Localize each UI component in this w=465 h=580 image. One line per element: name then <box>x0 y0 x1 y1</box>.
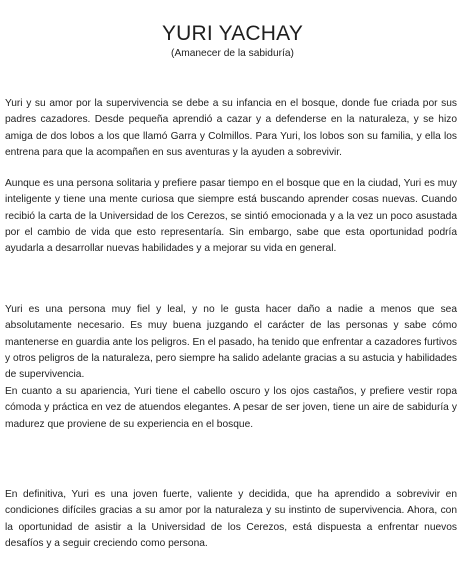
paragraph-lealtad: Yuri es una persona muy fiel y leal, y no le gusta hacer daño a nadie a menos que sea absolutamente necesario. Es muy buena juzgando el carácter de las personas y sabe cómo mantenerse en guardia ante los peligros. En el pasado, ha tenido que enfrentar a cazadores furtivos y otros peligros de la naturaleza, pero siempre ha salido adelante gracias a su astucia y habilidades de supervivencia. <box>5 304 457 381</box>
paragraph-conclusion: En definitiva, Yuri es una joven fuerte, valiente y decidida, que ha aprendido a sobrevivir en condiciones difíciles gracias a su amor por la naturaleza y su instinto de supervivencia. Ahora, con la oportunidad de asistir a la Universidad de los Cerezos, está dispuesta a enfrentar nuevos desafíos y a seguir creciendo como persona. <box>5 489 457 549</box>
paragraph-personalidad: Aunque es una persona solitaria y prefiere pasar tiempo en el bosque que en la ciudad, Yuri es muy inteligente y tiene una mente curiosa que siempre está buscando aprender cosas nuevas. Cuando recibió la carta de la Universidad de los Cerezos, se sintió emocionada y a la vez un poco asustada por el cambio de vida que esto representaría. Sin embargo, sabe que esta oportunidad podría ayudarla a desarrollar nuevas habilidades y a mejorar su vida en general. <box>5 178 457 255</box>
document-title: YURI YACHAY <box>161 22 304 45</box>
paragraph-apariencia: En cuanto a su apariencia, Yuri tiene el cabello oscuro y los ojos castaños, y prefiere vestir ropa cómoda y práctica en vez de atuendos elegantes. A pesar de ser joven, tiene un aire de sabiduría y madurez que proviene de su experiencia en el bosque. <box>5 386 457 430</box>
paragraph-infancia: Yuri y su amor por la supervivencia se debe a su infancia en el bosque, donde fue criada por sus padres cazadores. Desde pequeña aprendió a cazar y a defenderse en la naturaleza, y se hizo amiga de dos lobos a los que llamó Garra y Colmillos. Para Yuri, los lobos son su familia, y ella los entrena para que la acompañen en sus aventuras y la ayuden a sobrevivir. <box>5 98 457 158</box>
document-subtitle: (Amanecer de la sabiduría) <box>171 48 294 59</box>
